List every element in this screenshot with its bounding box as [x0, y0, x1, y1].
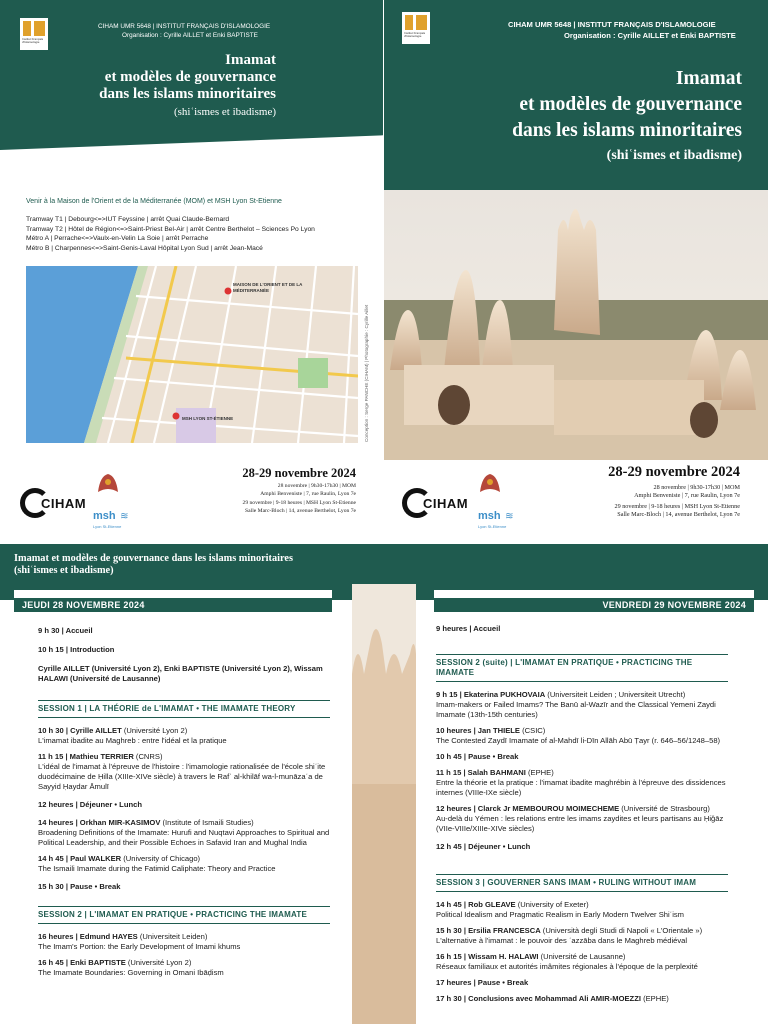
talk-title: The Imamate Boundaries: Governing in Omani Ibāḍism	[38, 968, 224, 977]
msh-wave-icon: ≋	[120, 511, 129, 522]
program-talk: 14 h 45 | Paul WALKER (University of Chicago)	[38, 854, 201, 863]
session-2-cont-heading: SESSION 2 (suite) | L'IMAMAT EN PRATIQUE • PRACTICING THE IMAMATE	[436, 654, 728, 682]
program-item: 15 h 30 | Pause • Break	[38, 882, 121, 891]
date-line: 28 novembre | 9h30-17h30 | MOM	[277, 483, 356, 489]
ifi-logo-caption: Institut Français d'Islamologie	[404, 31, 426, 39]
talk-title: The Imam's Portion: the Early Development of Imami khums	[38, 942, 241, 951]
talk-title: Au-delà du Yémen : les relations entre les imams zaydites et leurs partisans au Ḥiǧāz (VIIe-VIIIe/XIIIe-XIVe siècles)	[436, 814, 724, 833]
ciham-logo	[402, 488, 468, 518]
talk-title: Réseaux familiaux et autorités imâmites régionales à l'époque de la perplexité	[436, 962, 698, 971]
title-large	[420, 66, 742, 144]
title-line-2: et modèles de gouvernance	[519, 94, 742, 115]
title-small	[60, 52, 276, 103]
program-title-line-2: (shiʿismes et ibadisme)	[14, 564, 114, 576]
program-talk: 16 heures | Edmund HAYES (Universiteit Leiden)	[38, 932, 208, 941]
program-item: 12 h 45 | Déjeuner • Lunch	[436, 842, 531, 851]
talk-title: L'idéal de l'imamat à l'épreuve de l'histoire : l'imamologie rationalisée de l'école shiʿite duodécimaine de Ḥilla (XIIIe-XIVe siècle) à travers le Rafʿ al-khilāf wa-l-munāzaʿa de Sayyid Ḥaydar Āmulī	[38, 762, 326, 791]
program-talk: 16 h 15 | Wissam H. HALAWI (Université de Lausanne)	[436, 952, 626, 961]
ksar-photo	[384, 190, 768, 460]
msh-wave-icon: ≋	[505, 511, 514, 522]
header-organizers	[508, 20, 764, 41]
program-talk: 10 heures | Jan THIELE (CSIC)	[436, 726, 546, 735]
program-talk: 17 h 30 | Conclusions avec Mohammad Ali AMIR-MOEZZI (EPHE)	[436, 994, 669, 1003]
header-organizers	[98, 22, 338, 40]
subtitle-small: (shiʿismes et ibadisme)	[173, 106, 276, 118]
lyon-map	[26, 266, 358, 443]
subtitle-large: (shiʿismes et ibadisme)	[606, 148, 742, 163]
ciham-logo	[20, 488, 86, 518]
program-item: 9 h 30 | Accueil	[38, 626, 93, 635]
title-line-1: Imamat	[225, 52, 276, 68]
header-line-1: CIHAM UMR 5648 | INSTITUT FRANÇAIS D'ISLAMOLOGIE	[508, 20, 716, 29]
ciham-wordmark: CIHAM	[423, 495, 469, 511]
ifi-logo	[402, 12, 430, 44]
tower-photo-strip	[352, 584, 416, 1024]
date-line: Amphi Benveniste | 7, rue Raulin, Lyon 7e	[260, 490, 356, 497]
ifi-logo-caption: Institut Français d'Islamologie	[22, 37, 44, 45]
program-item: 10 h 15 | Introduction	[38, 645, 115, 654]
program-item: 12 heures | Déjeuner • Lunch	[38, 800, 142, 809]
program-item: 10 h 45 | Pause • Break	[436, 752, 519, 761]
program-item: 17 heures | Pause • Break	[436, 978, 529, 987]
msh-wordmark: msh	[478, 510, 501, 522]
date-line: 29 novembre | 9-18 heures | MSH Lyon St-Etienne	[242, 500, 356, 506]
title-line-1: Imamat	[675, 68, 742, 89]
ciham-wordmark: CIHAM	[41, 495, 87, 511]
header-line-1: CIHAM UMR 5648 | INSTITUT FRANÇAIS D'ISLAMOLOGIE	[98, 23, 271, 30]
program-talk: 12 heures | Clarck Jr MEMBOUROU MOIMECHEME (Université de Strasbourg)	[436, 804, 710, 813]
program-title	[14, 553, 754, 576]
talk-title: Political Idealism and Pragmatic Realism in Early Modern Twelver Shiʿism	[436, 910, 685, 919]
msh-logo	[478, 506, 513, 529]
transport-line: Métro A | Perrache<=>Vaulx-en-Velin La Soie | arrêt Perrache	[26, 235, 209, 242]
program-talk: 16 h 45 | Enki BAPTISTE (Université Lyon 2)	[38, 958, 192, 967]
date-line: Amphi Benveniste | 7, rue Raulin, Lyon 7e	[634, 492, 740, 499]
program-talk: 10 h 30 | Cyrille AILLET (Université Lyon 2)	[38, 726, 188, 735]
program-talk: 11 h 15 | Mathieu TERRIER (CNRS)	[38, 752, 163, 761]
map-label-mom: MAISON DE L'ORIENT ET DE LA MÉDITERRANÉE	[233, 282, 303, 293]
program-talk: 11 h 15 | Salah BAHMANI (EPHE)	[436, 768, 554, 777]
venue-heading: Venir à la Maison de l'Orient et de la Méditerranée (MOM) et MSH Lyon St-Etienne	[26, 198, 282, 205]
date-line: 28 novembre | 9h30-17h30 | MOM	[653, 484, 740, 491]
lyon2-emblem-icon	[476, 470, 504, 498]
header-line-2: Organisation : Cyrille AILLET et Enki BAPTISTE	[564, 30, 736, 40]
transport-line: Tramway T2 | Hôtel de Région<=>Saint-Priest Bel-Air | arrêt Centre Berthelot – Sciences Po Lyon	[26, 225, 315, 233]
msh-subtitle: Lyon St-Etienne	[478, 524, 507, 529]
ifi-logo-mark-icon	[23, 21, 45, 36]
header-line-2: Organisation : Cyrille AILLET et Enki BAPTISTE	[122, 32, 258, 39]
map-label-msh: MSH LYON ST-ÉTIENNE	[182, 416, 234, 421]
lyon2-emblem-icon	[94, 470, 122, 498]
date-line: Salle Marc-Bloch | 14, avenue Berthelot, Lyon 7e	[245, 507, 356, 514]
program-item: 9 heures | Accueil	[436, 624, 501, 633]
dates-details-right	[520, 484, 740, 519]
program-title-line-1: Imamat et modèles de gouvernance dans les islams minoritaires	[14, 553, 293, 564]
transport-line: Tramway T1 | Debourg<=>IUT Feyssine | arrêt Quai Claude-Bernard	[26, 216, 230, 223]
date-line: Salle Marc-Bloch | 14, avenue Berthelot, Lyon 7e	[617, 511, 740, 518]
transport-list	[26, 215, 366, 253]
talk-title: L'alternative à l'imamat : le pouvoir des ʿazzāba dans le Maghreb médiéval	[436, 936, 688, 945]
photo-graphic	[384, 190, 768, 460]
session-1-heading: SESSION 1 | LA THÉORIE de L'IMAMAT • THE IMAMATE THEORY	[38, 700, 330, 718]
talk-title: Entre la théorie et la pratique : l'imamat ibadite maghrébin à l'épreuve des dissidences internes (VIIIe-IXe siècle)	[436, 778, 726, 797]
dates-heading-right: 28-29 novembre 2024	[608, 464, 740, 480]
msh-logo	[93, 506, 128, 529]
date-line: 29 novembre | 9-18 heures | MSH Lyon St-Etienne	[614, 503, 740, 510]
program-speakers: Cyrille AILLET (Université Lyon 2), Enki BAPTISTE (Université Lyon 2), Wissam HALAWI (Université de Lausanne)	[38, 664, 323, 683]
dates-details-left	[170, 483, 356, 515]
day1-program	[38, 626, 330, 978]
talk-title: Broadening Definitions of the Imamate: Hurufi and Nuqtavi Approaches to Spiritual and Political Leadership, and their Possible Echoes in Safavid Iran and Mughal India	[38, 828, 330, 847]
photo-credit: Conception : Serge PANCHE (CIHAM) | Photographie : Cyrille Aillet	[364, 304, 369, 442]
ifi-logo-mark-icon	[405, 15, 427, 30]
talk-title: L'imamat ibadite au Maghreb : entre l'idéal et la pratique	[38, 736, 227, 745]
program-talk: 9 h 15 | Ekaterina PUKHOVAIA (Universiteit Leiden ; Universiteit Utrecht)	[436, 690, 686, 699]
talk-title: The Contested Zaydī Imamate of al-Mahdī li-Dīn Allāh Abū Ṭayr (r. 646–56/1248–58)	[436, 736, 721, 745]
program-talk: 15 h 30 | Ersilia FRANCESCA (Università degli Studi di Napoli « L'Orientale »)	[436, 926, 703, 935]
day2-header: VENDREDI 29 NOVEMBRE 2024	[434, 598, 754, 612]
program-talk: 14 heures | Orkhan MIR-KASIMOV (Institute of Ismaili Studies)	[38, 818, 254, 827]
msh-subtitle: Lyon St-Etienne	[93, 524, 122, 529]
program-talk: 14 h 45 | Rob GLEAVE (University of Exeter)	[436, 900, 589, 909]
session-3-heading: SESSION 3 | GOUVERNER SANS IMAM • RULING WITHOUT IMAM	[436, 874, 728, 892]
lyon2-logo	[94, 470, 122, 498]
title-line-3: dans les islams minoritaires	[99, 86, 276, 102]
session-2-heading: SESSION 2 | L'IMAMAT EN PRATIQUE • PRACTICING THE IMAMATE	[38, 906, 330, 924]
day1-header: JEUDI 28 NOVEMBRE 2024	[14, 598, 332, 612]
msh-wordmark: msh	[93, 510, 116, 522]
tower-graphic	[352, 584, 416, 1024]
dates-heading-left: 28-29 novembre 2024	[242, 466, 356, 480]
lyon2-logo	[476, 470, 504, 498]
title-line-2: et modèles de gouvernance	[104, 69, 276, 85]
ifi-logo	[20, 18, 48, 50]
talk-title: Imam-makers or Failed Imams? The Banū al-Wazīr and the Classical Yemeni Zaydi Imamate (13th-15th centuries)	[436, 700, 716, 719]
day2-program	[436, 624, 728, 1004]
talk-title: The Ismaili Imamate during the Fatimid Caliphate: Theory and Practice	[38, 864, 276, 873]
title-line-3: dans les islams minoritaires	[512, 120, 742, 141]
transport-line: Métro B | Charpennes<=>Saint-Genis-Laval Hôpital Lyon Sud | arrêt Jean-Macé	[26, 244, 263, 252]
